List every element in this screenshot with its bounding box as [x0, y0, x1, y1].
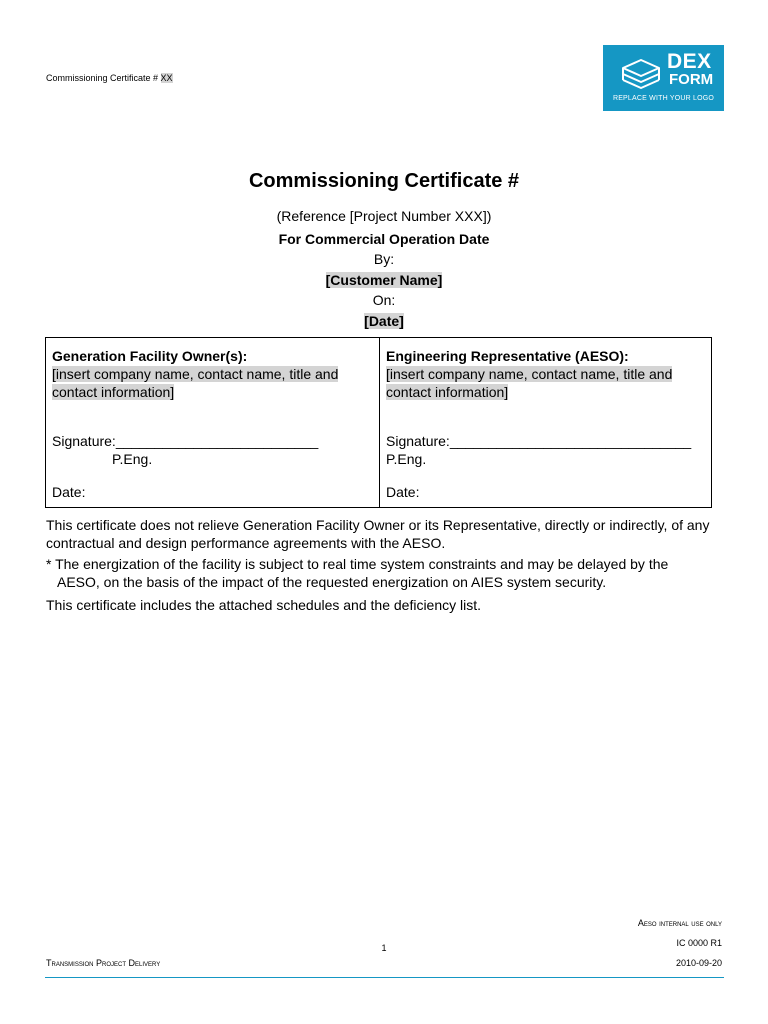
owner-info — [52, 365, 364, 401]
representative-heading: Engineering Representative (AESO): — [386, 348, 629, 364]
representative-info — [386, 365, 698, 401]
logo-text-dex: DEX — [667, 50, 712, 73]
customer-name-placeholder: [Customer Name] — [325, 272, 443, 288]
project-reference: (Reference [Project Number XXX]) — [276, 208, 492, 224]
footer-department: Transmission Project Delivery — [46, 958, 161, 968]
disclaimer-paragraph: This certificate does not relieve Generation Facility Owner or its Representative, directly or indirectly, of any contractual and design performance agreements with the AESO. — [46, 517, 710, 551]
header-reference — [46, 73, 173, 83]
owner-peng: P.Eng. — [112, 451, 153, 467]
energization-note-line2: AESO, on the basis of the impact of the requested energization on AIES system security. — [57, 574, 607, 590]
on-label: On: — [372, 292, 396, 308]
table-divider — [379, 338, 380, 508]
owner-info-placeholder: [insert company name, contact name, title and contact information] — [52, 366, 339, 400]
company-logo — [603, 45, 724, 111]
attachments-paragraph: This certificate includes the attached schedules and the deficiency list. — [46, 597, 482, 613]
representative-date: Date: — [386, 484, 420, 500]
page-number: 1 — [381, 943, 387, 953]
header-reference-text: Commissioning Certificate # — [46, 73, 161, 83]
energization-note-line1: * The energization of the facility is subject to real time system constraints and may be delayed by the — [46, 556, 669, 572]
header-reference-placeholder: XX — [160, 73, 173, 83]
stacked-documents-icon — [617, 54, 665, 94]
logo-text-form: FORM — [669, 71, 714, 88]
owner-heading: Generation Facility Owner(s): — [52, 348, 248, 364]
representative-info-placeholder: [insert company name, contact name, title and contact information] — [386, 366, 673, 400]
customer-name-line — [0, 272, 768, 288]
purpose-line: For Commercial Operation Date — [278, 231, 490, 247]
footer-classification: Aeso internal use only — [637, 918, 722, 928]
footer-rule — [45, 977, 724, 978]
signature-table — [45, 337, 712, 508]
energization-note — [46, 555, 718, 591]
date-line — [0, 313, 768, 329]
owner-signature-line: Signature:__________________________ — [52, 433, 319, 449]
representative-peng: P.Eng. — [386, 451, 427, 467]
date-placeholder: [Date] — [364, 313, 404, 329]
representative-signature-line: Signature:_______________________________ — [386, 433, 692, 449]
by-label: By: — [373, 251, 395, 267]
document-title: Commissioning Certificate # — [248, 170, 520, 192]
footer-date: 2010-09-20 — [675, 958, 722, 968]
owner-date: Date: — [52, 484, 86, 500]
footer-doc-code: IC 0000 R1 — [676, 938, 722, 948]
logo-tagline: REPLACE WITH YOUR LOGO — [612, 95, 715, 102]
